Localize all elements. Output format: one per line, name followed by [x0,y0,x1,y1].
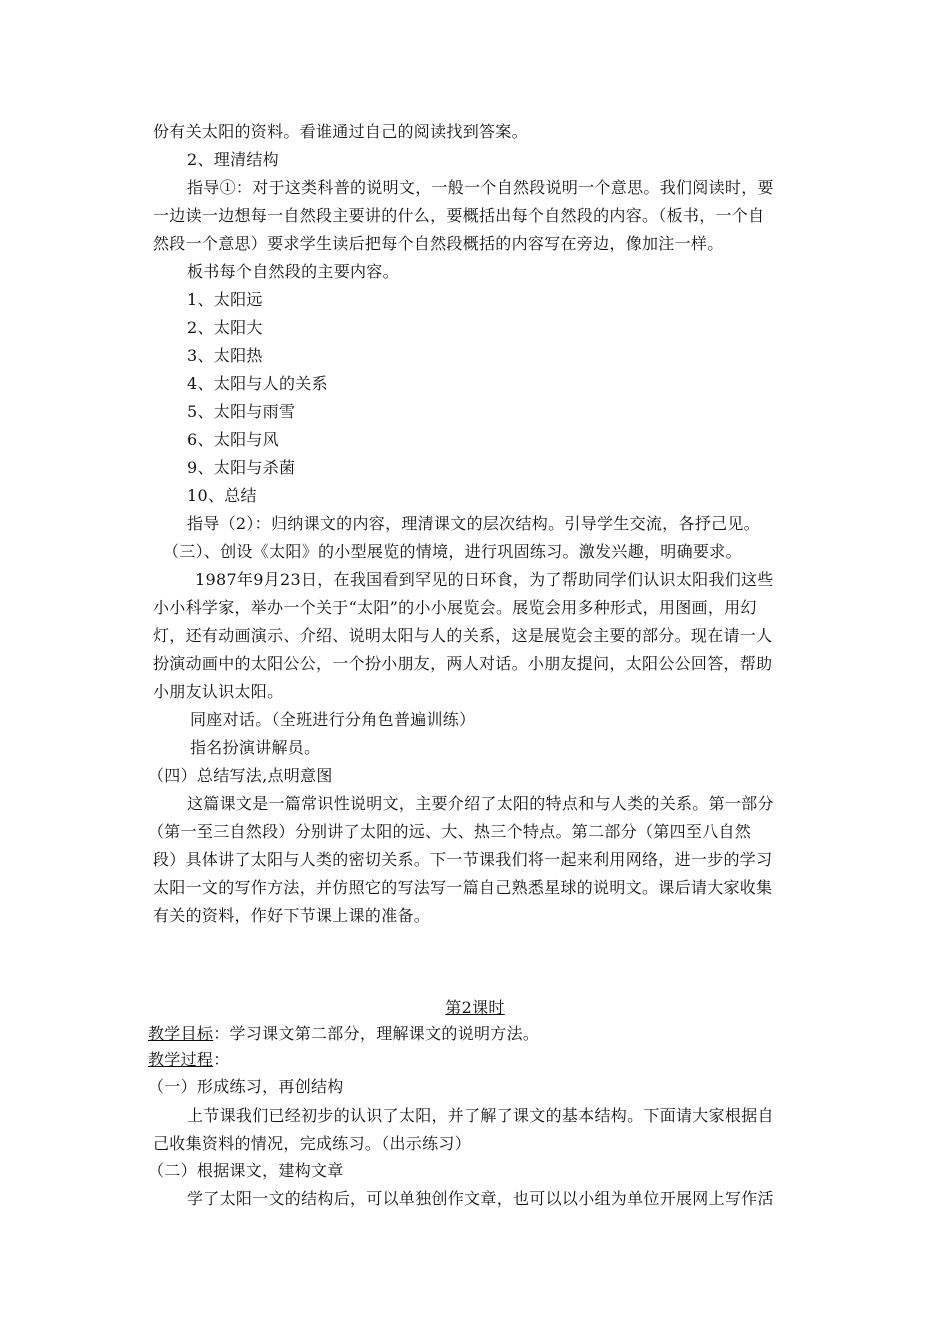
paragraph-line: 小小科学家，举办一个关于“太阳”的小小展览会。展览会用多种形式，用图画，用幻 [153,598,757,617]
teaching-process [148,1050,230,1070]
section-heading: （三）、创设《太阳》的小型展览的情境，进行巩固练习。激发兴趣，明确要求。 [163,542,742,561]
paragraph-line: 1987年9月23日，在我国看到罕见的日环食，为了帮助同学们认识太阳我们这些 [195,570,774,589]
list-item: 6、太阳与风 [187,430,279,449]
teaching-goal-text: ：学习课文第二部分，理解课文的说明方法。 [213,1024,540,1043]
paragraph-line: 学了太阳一文的结构后，可以单独创作文章，也可以以小组为单位开展网上写作活 [187,1189,774,1208]
section-heading: （一）形成练习，再创结构 [148,1077,344,1096]
teaching-process-colon: ： [213,1050,230,1069]
paragraph-line: 指导①：对于这类科普的说明文，一般一个自然段说明一个意思。我们阅读时，要 [187,178,774,197]
paragraph-line: 然段一个意思）要求学生读后把每个自然段概括的内容写在旁边，像加注一样。 [153,234,724,253]
paragraph-line: 份有关太阳的资料。看谁通过自己的阅读找到答案。 [153,122,528,141]
list-item: 3、太阳热 [187,346,263,365]
paragraph-line: 太阳一文的写作方法，并仿照它的写法写一篇自己熟悉星球的说明文。课后请大家收集 [153,878,773,897]
teaching-goal [148,1024,539,1044]
section-heading: （二）根据课文，建构文章 [148,1161,344,1180]
paragraph-line: 段）具体讲了太阳与人类的密切关系。下一节课我们将一起来利用网络，进一步的学习 [153,850,773,869]
paragraph-line: 灯，还有动画演示、介绍、说明太阳与人的关系，这是展览会主要的部分。现在请一人 [153,626,773,645]
lesson-heading: 第2课时 [445,998,505,1017]
list-item: 4、太阳与人的关系 [187,374,328,393]
paragraph-line: 己收集资料的情况，完成练习。（出示练习） [153,1134,472,1153]
paragraph-line: 一边读一边想每一自然段主要讲的什么，要概括出每个自然段的内容。（板书，一个自 [153,206,765,225]
section-heading: （四）总结写法,点明意图 [148,766,333,785]
teaching-process-label: 教学过程 [148,1050,214,1069]
list-item: 2、太阳大 [187,318,263,337]
paragraph-line: 板书每个自然段的主要内容。 [187,262,399,281]
list-item: 1、太阳远 [187,290,263,309]
list-item: 9、太阳与杀菌 [187,458,296,477]
paragraph-line: 指名扮演讲解员。 [190,738,321,757]
paragraph-line: 指导（2）：归纳课文的内容，理清课文的层次结构。引导学生交流，各抒己见。 [187,514,760,533]
list-item: 10、总结 [187,486,257,505]
paragraph-line: 上节课我们已经初步的认识了太阳，并了解了课文的基本结构。下面请大家根据自 [187,1106,774,1125]
paragraph-line: （第一至三自然段）分别讲了太阳的远、大、热三个特点。第二部分（第四至八自然 [148,822,752,841]
paragraph-line: 有关的资料，作好下节课上课的准备。 [153,906,431,925]
paragraph-line: 扮演动画中的太阳公公，一个扮小朋友，两人对话。小朋友提问，太阳公公回答，帮助 [153,654,773,673]
paragraph-line: 小朋友认识太阳。 [153,682,284,701]
paragraph-line: 这篇课文是一篇常识性说明文，主要介绍了太阳的特点和与人类的关系。第一部分 [187,794,774,813]
paragraph-line: 同座对话。（全班进行分角色普遍训练） [190,710,476,729]
teaching-goal-label: 教学目标 [148,1024,214,1043]
list-item: 5、太阳与雨雪 [187,402,296,421]
section-heading: 2、理清结构 [187,150,279,169]
